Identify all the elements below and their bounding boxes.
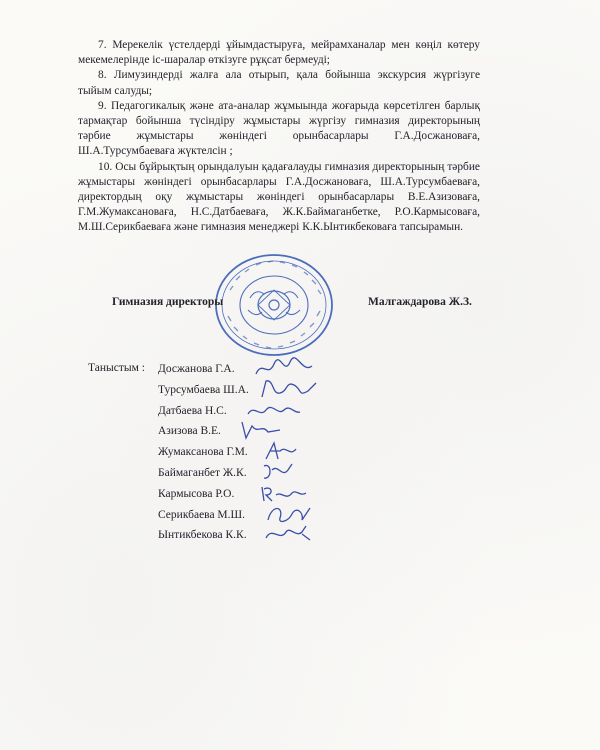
list-item [158, 487, 249, 508]
acknowledgement-label: Таныстым : [88, 362, 145, 374]
paragraph-10: 10. Осы бұйрықтың орындалуын қадағалауды гимназия директорының тәрбие жұмыстары жөніндегі орынбасарлары Г.А.Досжановаға, Ш.А.Турсумбаеваға, директордың оқу жұмыстары жөніндегі орынбасарлары В.Е.Азизоваға, Г.М.Жумаксановаға, Н.С.Датбаеваға, Ж.К.Баймаганбетке, Р.О.Кармысоваға, М.Ш.Серикбаеваға және гимназия менеджері К.К.Ынтикбековаға тапсырамын. [78, 160, 480, 234]
paragraph-8: 8. Лимузиндерді жалға ала отырып, қала бойынша экскурсия жүргізуге тыйым салуды; [78, 69, 480, 97]
list-item [158, 528, 249, 549]
paragraph-7: 7. Мерекелік үстелдерді ұйымдастыруға, мейрамханалар мен көңіл көтеру мекемелерінде іс-шаралар өткізуге рұқсат бермеуді; [78, 39, 480, 67]
employee-name: Датбаева Н.С. [158, 404, 227, 417]
employee-name: Досжанова Г.А. [158, 363, 235, 375]
director-signature-row [0, 290, 600, 320]
list-item [158, 466, 249, 487]
list-item [158, 362, 249, 383]
paragraph-9: 9. Педагогикалық және ата-аналар жұмыында жоғарыда көрсетілген барлық тармақтар бойынша түсіндіру жұмыстары жүргізу гимназия директорының тәрбие жұмыстары жөніндегі орынбасарлары Г.А.Досжановаға, Ш.А.Турсумбаеваға жүктелсін ; [78, 99, 480, 158]
employee-name: Серикбаева М.Ш. [158, 508, 246, 521]
employee-name: Азизова В.Е. [158, 425, 221, 438]
employee-name: Кармысова Р.О. [158, 487, 235, 500]
signature-icon [262, 522, 322, 546]
employee-name: Ынтикбекова К.К. [158, 529, 247, 542]
list-item [158, 445, 249, 466]
list-item [158, 508, 249, 529]
employee-name: Баймаганбет Ж.К. [158, 466, 247, 479]
director-title: Гимназия директоры [112, 296, 224, 308]
list-item [158, 383, 249, 404]
employee-name: Турсумбаева Ш.А. [158, 383, 249, 396]
employee-name: Жумаксанова Г.М. [158, 446, 248, 459]
order-body-text [78, 38, 480, 236]
list-item [158, 424, 249, 445]
director-name: Малгаждарова Ж.З. [368, 296, 472, 308]
acknowledgement-list [158, 362, 249, 549]
